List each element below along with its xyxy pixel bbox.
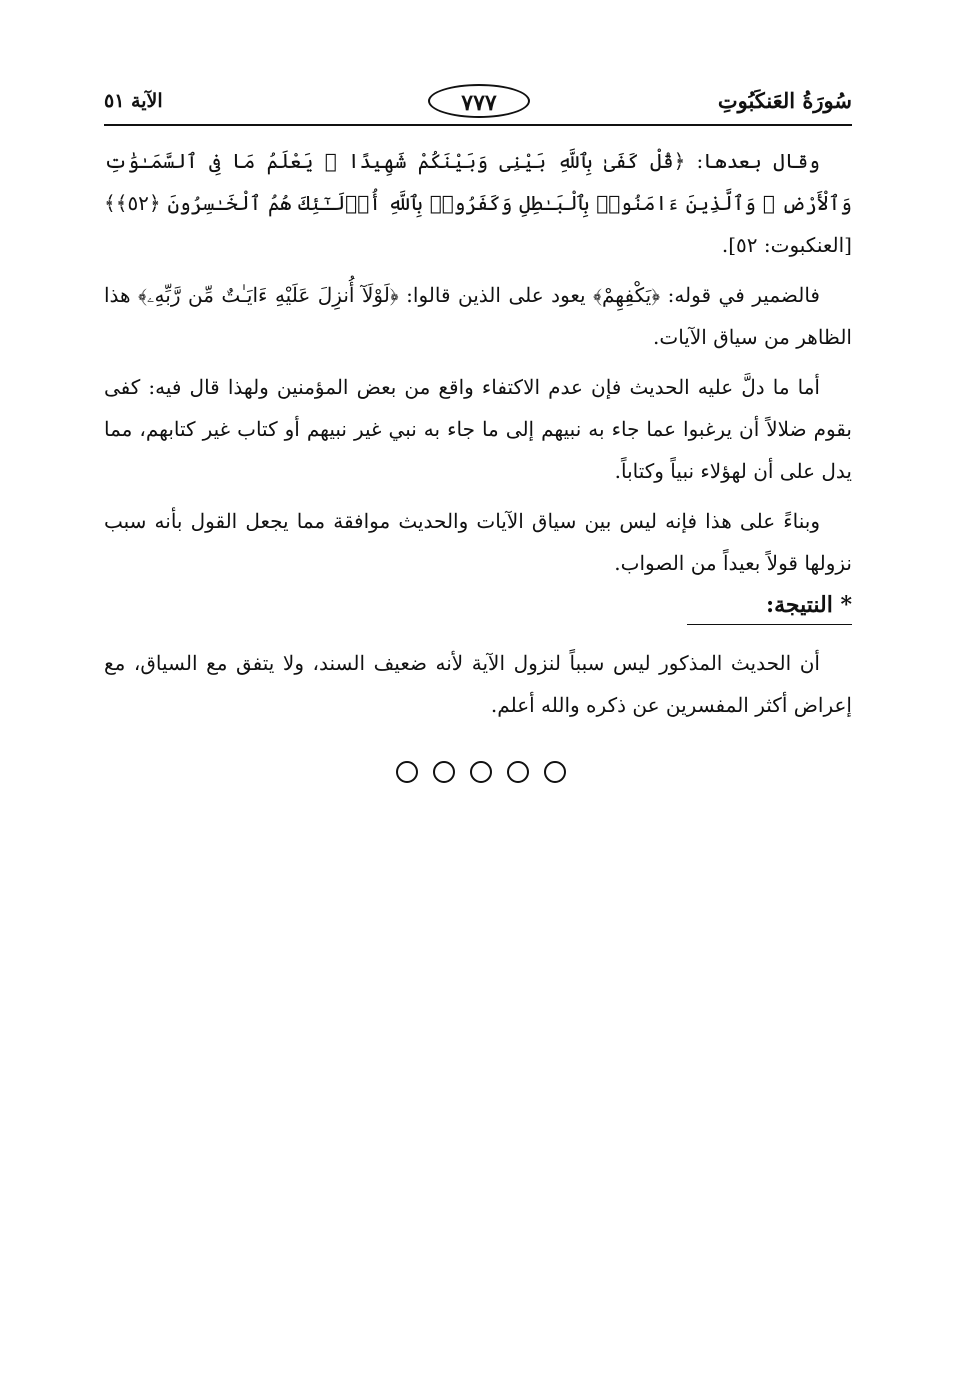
ring-icon	[544, 761, 566, 783]
header-divider	[104, 124, 852, 126]
page-number: ٧٧٧	[428, 84, 530, 118]
ring-icon	[470, 761, 492, 783]
paragraph: أما ما دلَّ عليه الحديث فإن عدم الاكتفاء واقع من بعض المؤمنين ولهذا قال فيه: كفى بقوم ضلالاً أن يرغبوا عما جاء به نبيهم إلى ما جاء به نبي غير نبيهم أو كتاب غير كتابهم، مما يدل على أن لهؤلاء نبياً وكتاباً.	[104, 375, 852, 483]
ring-icon	[507, 761, 529, 783]
paragraph: فالضمير في قوله: ﴿يَكْفِهِمْ﴾ يعود على الذين قالوا: ﴿لَوْلَآ أُنزِلَ عَلَيْهِ ءَايَـٰتٌ مِّن رَّبِّهِۦ﴾ هذا الظاهر من سياق الآيات.	[104, 283, 852, 349]
ring-icon	[433, 761, 455, 783]
page-header	[104, 84, 852, 124]
ayah-label: الآية ٥١	[104, 90, 163, 112]
conclusion-paragraph: أن الحديث المذكور ليس سبباً لنزول الآية لأنه ضعيف السند، ولا يتفق مع السياق، مع إعراض أكثر المفسرين عن ذكره والله أعلم.	[104, 651, 852, 717]
section-heading: * النتيجة:	[687, 592, 852, 625]
paragraph: وقال بعدها: ﴿قُلْ كَفَىٰ بِٱللَّهِ بَيْنِى وَبَيْنَكُمْ شَهِيدًا ۖ يَعْلَمُ مَا فِى ٱلسَّمَـٰوَٰتِ وَٱلْأَرْضِ ۗ وَٱلَّذِينَ ءَامَنُوا۟ بِٱلْبَـٰطِلِ وَكَفَرُوا۟ بِٱللَّهِ أُو۟لَـٰٓئِكَ هُمُ ٱلْخَـٰسِرُونَ ﴿٥٢﴾﴾ [العنكبوت: ٥٢].	[104, 149, 852, 257]
surah-title: سُورَةُ العَنكَبُوتِ	[717, 88, 852, 113]
ornament-divider	[396, 758, 566, 786]
ring-icon	[396, 761, 418, 783]
paragraph: وبناءً على هذا فإنه ليس بين سياق الآيات والحديث موافقة مما يجعل القول بأنه سبب نزولها قولاً بعيداً من الصواب.	[104, 509, 852, 575]
body-text	[104, 140, 852, 592]
